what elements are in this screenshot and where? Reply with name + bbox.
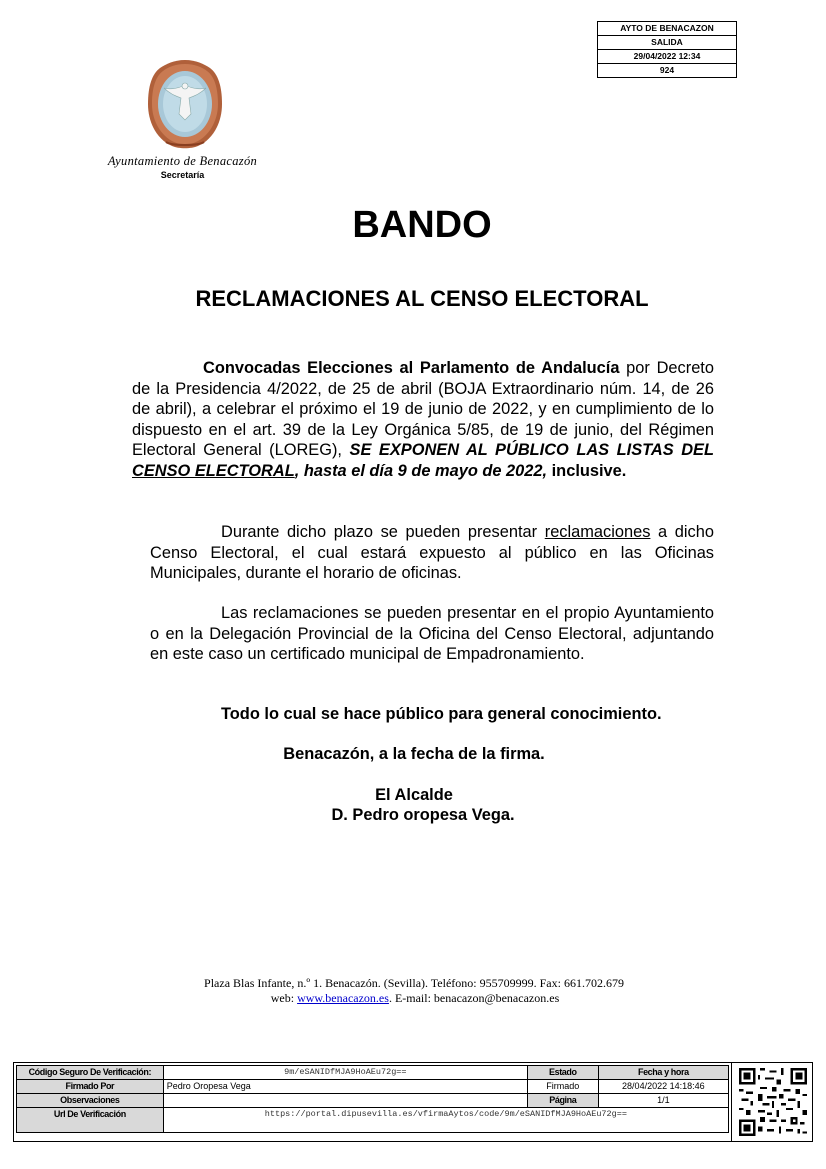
announcement-emphasis-census: CENSO ELECTORAL (132, 461, 295, 480)
paragraph-announcement (132, 358, 714, 481)
paragraph-claims-period (150, 522, 714, 584)
qr-separator (731, 1062, 732, 1142)
signer-role: El Alcalde (375, 786, 453, 804)
place-date: Benacazón, a la fecha de la firma. (283, 745, 545, 763)
stamp-type: SALIDA (598, 36, 737, 50)
footer-email: . E-mail: benacazon@benacazon.es (388, 991, 560, 1005)
department-name: Secretaría (160, 170, 205, 180)
entity-name: Ayuntamiento de Benacazón (107, 154, 258, 168)
footer-web-link[interactable]: www.benacazon.es (297, 991, 389, 1005)
announcement-tail: inclusive. (547, 461, 627, 480)
claims-text-a: Durante dicho plazo se pueden presentar (221, 523, 545, 541)
claims-where-text: Las reclamaciones se pueden presentar en el propio Ayuntamiento o en la Delegación Provincial de la Oficina del Censo Electoral, adjuntando en este caso un certificado municipal de Empadronamiento. (150, 604, 714, 663)
page-label: Página (527, 1094, 598, 1108)
code-label: Código Seguro De Verificación: (17, 1066, 164, 1080)
verification-table (16, 1065, 729, 1133)
signed-by-value: Pedro Oropesa Vega (163, 1080, 527, 1094)
municipal-seal-icon (146, 58, 224, 150)
qr-code-icon[interactable] (739, 1068, 807, 1136)
document-title: BANDO (352, 204, 492, 246)
datetime-label: Fecha y hora (598, 1066, 728, 1080)
registry-stamp (597, 21, 737, 78)
announcement-body: por Decreto de la Presidencia 4/2022, de 25 de abril (BOJA Extraordinario núm. 14, de 26 de abril), a celebrar el próximo el 19 de junio de 2022, y en cumplimiento de lo dispuesto en el art. 39 de la Ley Orgánica 5/85, de 19 de junio, del Régimen Electoral General (LOREG), (132, 359, 714, 459)
status-label: Estado (527, 1066, 598, 1080)
observations-label: Observaciones (17, 1094, 164, 1108)
footer-address: Plaza Blas Infante, n.º 1. Benacazón. (Sevilla). Teléfono: 955709999. Fax: 661.702.679 (204, 976, 624, 990)
stamp-number: 924 (598, 64, 737, 78)
claims-text-b: a dicho Censo Electoral, el cual estará expuesto al público en las Oficinas Municipales, durante el horario de oficinas. (150, 523, 714, 582)
code-value: 9m/eSANIDfMJA9HoAEu72g== (163, 1066, 527, 1080)
announcement-emphasis-b: , hasta el día 9 de mayo de 2022, (294, 461, 548, 480)
stamp-entity: AYTO DE BENACAZON (598, 22, 737, 36)
announcement-emphasis-a: SE EXPONEN AL PÚBLICO LAS LISTAS DEL (349, 441, 714, 459)
paragraph-claims-where (150, 603, 714, 665)
document-subtitle: RECLAMACIONES AL CENSO ELECTORAL (195, 286, 649, 311)
datetime-value: 28/04/2022 14:18:46 (598, 1080, 728, 1094)
claims-underlined: reclamaciones (544, 523, 651, 541)
closing-statement: Todo lo cual se hace público para general conocimiento. (221, 705, 662, 723)
stamp-datetime: 29/04/2022 12:34 (598, 50, 737, 64)
signed-by-label: Firmado Por (17, 1080, 164, 1094)
announcement-lead: Convocadas Elecciones al Parlamento de Andalucía (203, 359, 620, 377)
url-label: Url De Verificación (17, 1108, 164, 1133)
url-value[interactable]: https://portal.dipusevilla.es/vfirmaAytos/code/9m/eSANIDfMJA9HoAEu72g== (163, 1108, 728, 1133)
footer-contact (0, 991, 826, 1006)
page-value: 1/1 (598, 1094, 728, 1108)
footer-web-label: web: (270, 991, 298, 1005)
signer-name: D. Pedro oropesa Vega. (331, 806, 515, 824)
observations-value (163, 1094, 527, 1108)
status-value: Firmado (527, 1080, 598, 1094)
